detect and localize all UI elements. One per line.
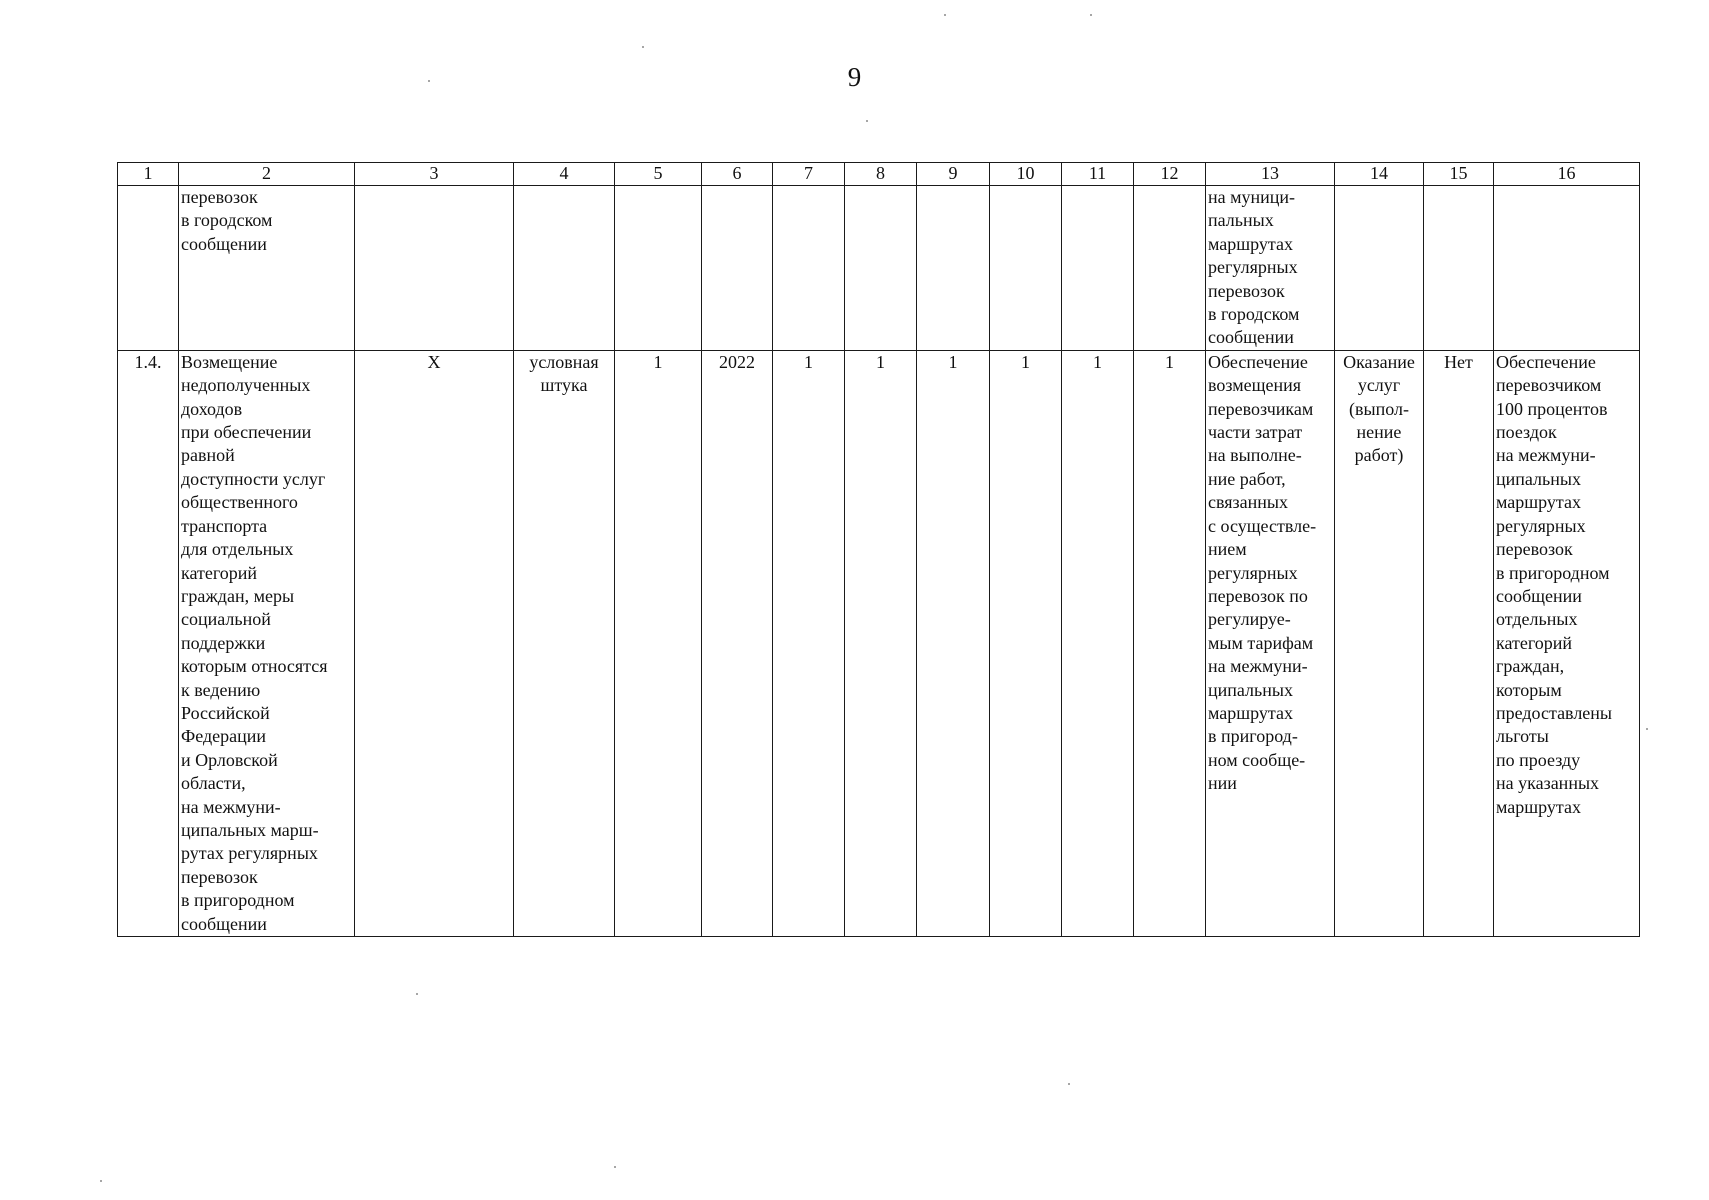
col-header-15: 15 — [1424, 163, 1494, 186]
scan-speck — [1068, 1083, 1070, 1085]
cell-cont-13: на муници- пальных маршрутах регулярных перевозок в городском сообщении — [1206, 186, 1335, 351]
cell-result: Обеспечение перевозчиком 100 процентов поездок на межмуни- ципальных маршрутах регулярных перевозок в пригородном сообщении отдельных категорий граждан, которым предоставлены льготы по проезду на указанных маршрутах — [1494, 350, 1640, 936]
col-header-13: 13 — [1206, 163, 1335, 186]
cell-event-name: Возмещение недополученных доходов при обеспечении равной доступности услуг общественного транспорта для отдельных категорий граждан, меры социальной поддержки которым относятся к ведению Российской Федерации и Орловской области, на межмуни- ципальных марш- рутах регулярных перевозок в пригородном сообщении — [179, 350, 355, 936]
cell-cont-16 — [1494, 186, 1640, 351]
cell-col-7: 1 — [773, 350, 845, 936]
table-row-1-4 — [118, 350, 1640, 936]
cell-description: Обеспечение возмещения перевозчикам части затрат на выполне- ние работ, связанных с осуществле- нием регулярных перевозок по регулируе- мым тарифам на межмуни- ципальных маршрутах в пригород- ном сообще- нии — [1206, 350, 1335, 936]
cell-cont-5 — [615, 186, 702, 351]
cell-col-12: 1 — [1134, 350, 1206, 936]
col-header-5: 5 — [615, 163, 702, 186]
cell-col-9: 1 — [917, 350, 990, 936]
table-row-continuation — [118, 186, 1640, 351]
col-header-12: 12 — [1134, 163, 1206, 186]
cell-col-10: 1 — [990, 350, 1062, 936]
cell-row-number: 1.4. — [118, 350, 179, 936]
scan-speck — [944, 14, 946, 16]
cell-cont-15 — [1424, 186, 1494, 351]
col-header-16: 16 — [1494, 163, 1640, 186]
col-header-14: 14 — [1335, 163, 1424, 186]
document-table — [117, 162, 1640, 937]
scan-speck — [1646, 728, 1648, 730]
col-header-2: 2 — [179, 163, 355, 186]
cell-year: 2022 — [702, 350, 773, 936]
col-header-6: 6 — [702, 163, 773, 186]
col-header-9: 9 — [917, 163, 990, 186]
scan-speck — [614, 1166, 616, 1168]
scan-speck — [428, 80, 430, 82]
scan-speck — [1090, 14, 1092, 16]
cell-cont-6 — [702, 186, 773, 351]
cell-cont-4 — [514, 186, 615, 351]
scan-speck — [100, 1180, 102, 1182]
cell-type: Оказание услуг (выпол- нение работ) — [1335, 350, 1424, 936]
cell-col-15: Нет — [1424, 350, 1494, 936]
page-number: 9 — [847, 62, 862, 92]
col-header-7: 7 — [773, 163, 845, 186]
col-header-8: 8 — [845, 163, 917, 186]
cell-cont-8 — [845, 186, 917, 351]
header-row — [118, 163, 1640, 186]
scan-speck — [416, 993, 418, 995]
cell-col-3: X — [355, 350, 514, 936]
cell-cont-10 — [990, 186, 1062, 351]
cell-cont-1 — [118, 186, 179, 351]
cell-cont-2: перевозок в городском сообщении — [179, 186, 355, 351]
cell-unit: условная штука — [514, 350, 615, 936]
col-header-4: 4 — [514, 163, 615, 186]
col-header-3: 3 — [355, 163, 514, 186]
cell-cont-11 — [1062, 186, 1134, 351]
cell-col-5: 1 — [615, 350, 702, 936]
cell-cont-12 — [1134, 186, 1206, 351]
cell-col-8: 1 — [845, 350, 917, 936]
cell-cont-14 — [1335, 186, 1424, 351]
scan-speck — [866, 120, 868, 122]
col-header-10: 10 — [990, 163, 1062, 186]
scan-speck — [642, 46, 644, 48]
col-header-11: 11 — [1062, 163, 1134, 186]
cell-cont-7 — [773, 186, 845, 351]
cell-cont-3 — [355, 186, 514, 351]
cell-col-11: 1 — [1062, 350, 1134, 936]
col-header-1: 1 — [118, 163, 179, 186]
cell-cont-9 — [917, 186, 990, 351]
